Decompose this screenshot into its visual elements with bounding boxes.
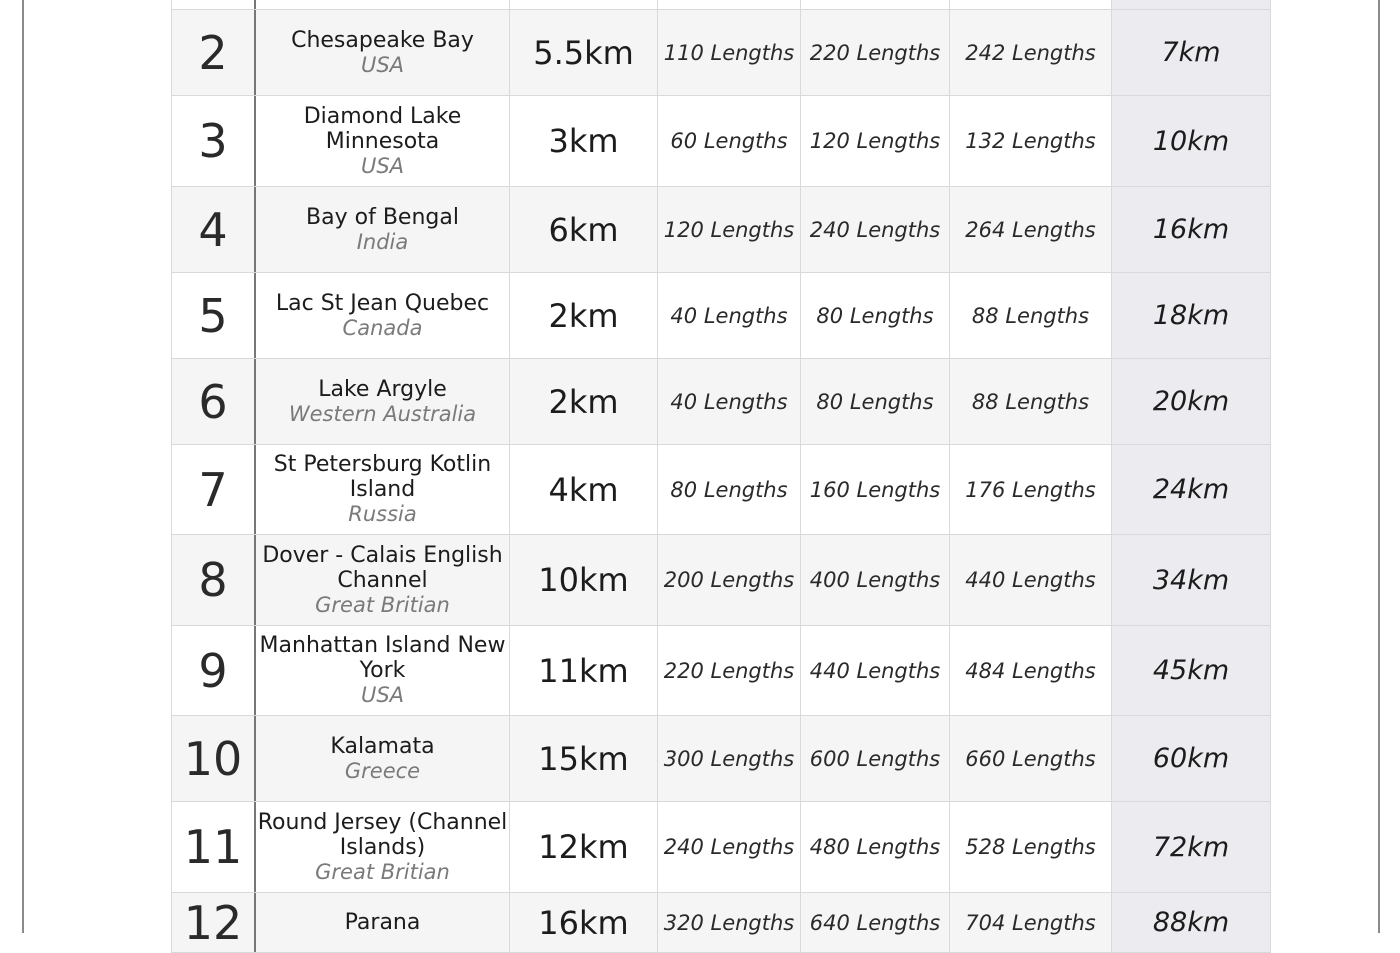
lengths-value: 110 Lengths [663, 40, 795, 65]
row-number: 4 [198, 202, 228, 257]
cell-distance [510, 802, 658, 892]
lengths-value: 400 Lengths [809, 568, 941, 592]
cell-num [171, 626, 256, 715]
location-name: Manhattan Island New York [259, 633, 506, 683]
cell-location [256, 626, 510, 715]
location-country: Russia [348, 502, 417, 526]
cell-lengths-3 [950, 273, 1112, 358]
lengths-value: 484 Lengths [965, 658, 1096, 683]
row-number: 8 [198, 553, 228, 607]
cell-lengths-1 [658, 802, 801, 892]
table-row [171, 96, 1271, 187]
cell-total [1112, 273, 1271, 358]
cell-lengths-2 [801, 802, 950, 892]
cell-distance [510, 187, 658, 272]
table-row [171, 273, 1271, 359]
cell-location [256, 535, 510, 625]
table-row [171, 359, 1271, 445]
lengths-value: 440 Lengths [965, 568, 1096, 592]
cell-lengths-3 [950, 893, 1112, 952]
cell-num [171, 535, 256, 625]
row-number: 6 [198, 374, 228, 429]
cell-distance [510, 893, 658, 952]
table-row-top-partial [171, 0, 1271, 10]
distance-value: 10km [538, 561, 629, 599]
lengths-value: 220 Lengths [663, 658, 795, 683]
cell-total [1112, 10, 1271, 95]
cell-lengths-2 [801, 273, 950, 358]
cell-distance [510, 10, 658, 95]
lengths-value: 600 Lengths [809, 746, 941, 771]
cell-lengths-2 [801, 359, 950, 444]
cell-lengths-3 [950, 0, 1112, 9]
cell-location [256, 716, 510, 801]
table-row [171, 445, 1271, 535]
lengths-value: 120 Lengths [663, 217, 795, 242]
cell-lengths-2 [801, 187, 950, 272]
cell-lengths-2 [801, 893, 950, 952]
cumulative-total: 18km [1152, 300, 1230, 331]
cell-lengths-2 [801, 10, 950, 95]
lengths-value: 160 Lengths [809, 477, 941, 502]
lengths-value: 440 Lengths [809, 658, 941, 683]
cell-location [256, 273, 510, 358]
location-name: Chesapeake Bay [291, 27, 474, 53]
cell-num [171, 893, 256, 952]
table-row [171, 187, 1271, 273]
cell-lengths-1 [658, 187, 801, 272]
cell-lengths-1 [658, 893, 801, 952]
location-country: Great Britian [315, 592, 450, 617]
page-border-left [22, 0, 24, 933]
lengths-value: 220 Lengths [809, 40, 941, 65]
distance-value: 12km [538, 828, 629, 866]
lengths-value: 40 Lengths [670, 303, 788, 328]
cumulative-total: 34km [1152, 564, 1230, 596]
swim-challenge-table [171, 0, 1271, 953]
location-name: Parana [344, 910, 421, 935]
table-row [171, 802, 1271, 893]
cell-location [256, 0, 510, 9]
table-row [171, 626, 1271, 716]
cell-total [1112, 0, 1271, 9]
lengths-value: 528 Lengths [965, 835, 1096, 859]
lengths-value: 240 Lengths [663, 835, 795, 859]
cumulative-total: 16km [1152, 214, 1230, 245]
cell-lengths-2 [801, 626, 950, 715]
cell-lengths-1 [658, 273, 801, 358]
cell-distance [510, 535, 658, 625]
cell-lengths-2 [801, 0, 950, 9]
lengths-value: 704 Lengths [965, 910, 1096, 935]
cell-num [171, 716, 256, 801]
cell-distance [510, 716, 658, 801]
cell-distance [510, 359, 658, 444]
lengths-value: 80 Lengths [816, 303, 934, 328]
cell-num [171, 187, 256, 272]
page-border-right [1378, 0, 1380, 933]
cell-lengths-3 [950, 445, 1112, 534]
cell-num [171, 273, 256, 358]
location-name: Round Jersey (Channel Islands) [257, 809, 508, 860]
location-name: Dover - Calais English Channel [262, 542, 503, 593]
lengths-value: 264 Lengths [965, 217, 1096, 242]
cell-lengths-3 [950, 535, 1112, 625]
cell-distance [510, 96, 658, 186]
location-country: India [356, 229, 409, 254]
location-country: Greece [344, 758, 421, 783]
cumulative-total: 7km [1161, 37, 1221, 68]
location-country: USA [360, 153, 405, 178]
lengths-value: 120 Lengths [809, 129, 941, 153]
lengths-value: 660 Lengths [965, 746, 1096, 771]
row-number: 9 [198, 643, 228, 698]
lengths-value: 242 Lengths [965, 40, 1096, 65]
distance-value: 16km [538, 903, 629, 942]
cell-distance [510, 273, 658, 358]
cell-lengths-1 [658, 535, 801, 625]
lengths-value: 60 Lengths [670, 129, 788, 153]
location-name: Lac St Jean Quebec [275, 290, 490, 316]
table-row [171, 893, 1271, 953]
cumulative-total: 88km [1152, 907, 1230, 938]
table-row [171, 716, 1271, 802]
location-country: Great Britian [315, 859, 450, 884]
cell-num [171, 10, 256, 95]
location-country: Western Australia [288, 401, 477, 426]
lengths-value: 132 Lengths [965, 129, 1096, 153]
lengths-value: 40 Lengths [670, 389, 788, 414]
cell-lengths-1 [658, 716, 801, 801]
cell-lengths-3 [950, 96, 1112, 186]
cumulative-total: 45km [1152, 655, 1230, 686]
cell-num [171, 0, 256, 9]
location-name: St Petersburg Kotlin Island [273, 452, 492, 502]
cumulative-total: 72km [1152, 831, 1230, 863]
location-name: Diamond Lake Minnesota [303, 103, 462, 154]
cell-total [1112, 96, 1271, 186]
location-name: Lake Argyle [318, 376, 447, 402]
distance-value: 15km [538, 739, 629, 778]
cell-lengths-3 [950, 10, 1112, 95]
cell-lengths-1 [658, 359, 801, 444]
lengths-value: 640 Lengths [809, 910, 941, 935]
cell-location [256, 96, 510, 186]
cell-total [1112, 359, 1271, 444]
cumulative-total: 60km [1152, 743, 1230, 774]
cell-total [1112, 535, 1271, 625]
lengths-value: 300 Lengths [663, 746, 795, 771]
cell-location [256, 893, 510, 952]
lengths-value: 320 Lengths [663, 910, 795, 935]
lengths-value: 88 Lengths [971, 389, 1090, 414]
distance-value: 11km [538, 651, 629, 690]
location-name: Kalamata [330, 733, 435, 759]
lengths-value: 480 Lengths [809, 835, 941, 859]
cell-total [1112, 716, 1271, 801]
row-number: 5 [198, 288, 228, 343]
cell-location [256, 445, 510, 534]
location-country: Canada [342, 315, 423, 340]
cell-location [256, 802, 510, 892]
cell-num [171, 96, 256, 186]
location-name: Bay of Bengal [306, 204, 459, 230]
cell-distance [510, 0, 658, 9]
lengths-value: 88 Lengths [971, 303, 1090, 328]
row-number: 2 [198, 25, 228, 80]
distance-value: 2km [548, 296, 619, 335]
table-row [171, 10, 1271, 96]
cell-distance [510, 626, 658, 715]
cell-location [256, 187, 510, 272]
cumulative-total: 10km [1152, 125, 1230, 157]
lengths-value: 240 Lengths [809, 217, 941, 242]
cumulative-total: 20km [1152, 386, 1230, 417]
distance-value: 6km [548, 210, 619, 249]
cell-total [1112, 187, 1271, 272]
cell-lengths-1 [658, 626, 801, 715]
distance-value: 3km [548, 122, 619, 160]
lengths-value: 200 Lengths [663, 568, 795, 592]
cell-total [1112, 626, 1271, 715]
cell-total [1112, 893, 1271, 952]
cumulative-total: 24km [1152, 474, 1230, 505]
cell-lengths-1 [658, 10, 801, 95]
cell-lengths-3 [950, 359, 1112, 444]
cell-lengths-2 [801, 535, 950, 625]
cell-lengths-3 [950, 802, 1112, 892]
distance-value: 2km [548, 382, 619, 421]
cell-location [256, 359, 510, 444]
cell-lengths-3 [950, 187, 1112, 272]
cell-num [171, 802, 256, 892]
cell-lengths-2 [801, 716, 950, 801]
cell-num [171, 359, 256, 444]
cell-lengths-2 [801, 445, 950, 534]
row-number: 7 [198, 462, 228, 517]
row-number: 11 [183, 820, 243, 874]
lengths-value: 80 Lengths [670, 477, 788, 502]
row-number: 10 [183, 731, 243, 786]
location-country: USA [360, 52, 405, 77]
lengths-value: 176 Lengths [965, 477, 1096, 502]
location-country: USA [360, 683, 405, 707]
cell-lengths-1 [658, 96, 801, 186]
cell-lengths-2 [801, 96, 950, 186]
row-number: 3 [198, 114, 228, 168]
lengths-value: 80 Lengths [816, 389, 934, 414]
cell-lengths-3 [950, 626, 1112, 715]
cell-distance [510, 445, 658, 534]
distance-value: 4km [548, 470, 619, 509]
distance-value: 5.5km [533, 33, 634, 72]
cell-lengths-1 [658, 445, 801, 534]
table-row [171, 535, 1271, 626]
cell-lengths-3 [950, 716, 1112, 801]
cell-total [1112, 802, 1271, 892]
cell-lengths-1 [658, 0, 801, 9]
row-number: 12 [183, 895, 243, 950]
cell-location [256, 10, 510, 95]
cell-total [1112, 445, 1271, 534]
cell-num [171, 445, 256, 534]
